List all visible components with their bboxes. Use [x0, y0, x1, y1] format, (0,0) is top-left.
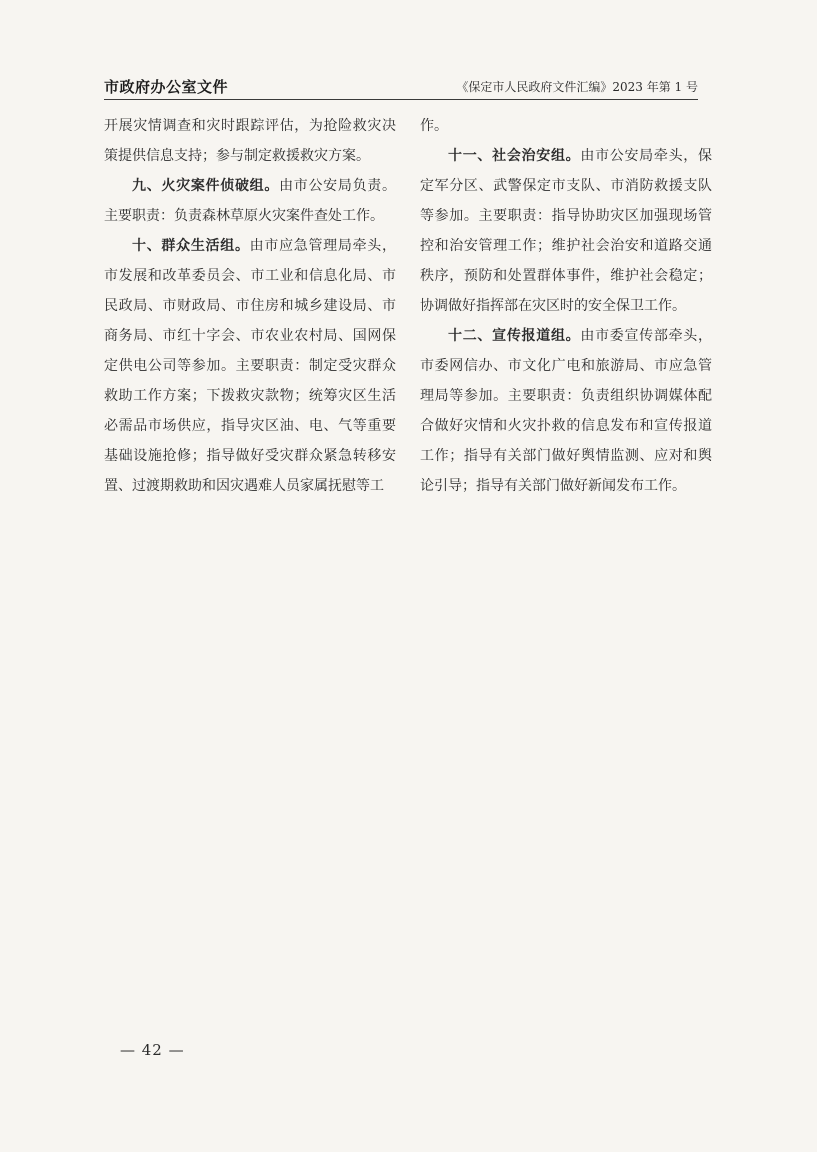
left-paragraph-public-life-group — [104, 231, 396, 501]
section-heading-public-security: 十一、社会治安组。 — [448, 148, 581, 164]
section-heading-publicity: 十二、宣传报道组。 — [448, 328, 581, 344]
header-compilation-title: 《保定市人民政府文件汇编》2023 年第 1 号 — [456, 80, 698, 94]
left-column — [104, 111, 396, 501]
page-header — [104, 76, 698, 98]
section-heading-fire-case: 九、火灾案件侦破组。 — [132, 178, 280, 194]
page-number: — 42 — — [120, 1041, 185, 1059]
section-body-public-life: 由市应急管理局牵头，市发展和改革委员会、市工业和信息化局、市民政局、市财政局、市住房和城乡建设局、市商务局、市红十字会、市农业农村局、国网保定供电公司等参加。主要职责：制定受灾群众救助工作方案；下拨救灾款物；统筹灾区生活必需品市场供应，指导灾区油、电、气等重要基础设施抢修；指导做好受灾群众紧急转移安置、过渡期救助和因灾遇难人员家属抚慰等工 — [104, 238, 397, 494]
right-paragraph-public-security-group — [420, 141, 712, 321]
left-paragraph-continuation: 开展灾情调查和灾时跟踪评估，为抢险救灾决策提供信息支持；参与制定救援救灾方案。 — [104, 118, 396, 164]
right-paragraph-publicity-group — [420, 321, 712, 501]
right-paragraph-continuation: 作。 — [420, 118, 448, 134]
section-heading-public-life: 十、群众生活组。 — [132, 238, 250, 254]
section-body-public-security: 由市公安局牵头，保定军分区、武警保定市支队、市消防救援支队等参加。主要职责：指导协助灾区加强现场管控和治安管理工作；维护社会治安和道路交通秩序，预防和处置群体事件，维护社会稳定；协调做好指挥部在灾区时的安全保卫工作。 — [420, 148, 713, 314]
header-divider — [104, 99, 698, 100]
left-paragraph-fire-case-group — [104, 171, 396, 231]
header-office-title: 市政府办公室文件 — [104, 78, 229, 96]
right-column — [420, 111, 712, 501]
section-body-fire-case: 由市公安局负责。主要职责：负责森林草原火灾案件查处工作。 — [104, 178, 397, 224]
section-body-publicity: 由市委宣传部牵头，市委网信办、市文化广电和旅游局、市应急管理局等参加。主要职责：负责组织协调媒体配合做好灾情和火灾扑救的信息发布和宣传报道工作；指导有关部门做好舆情监测、应对和舆论引导；指导有关部门做好新闻发布工作。 — [420, 328, 713, 494]
